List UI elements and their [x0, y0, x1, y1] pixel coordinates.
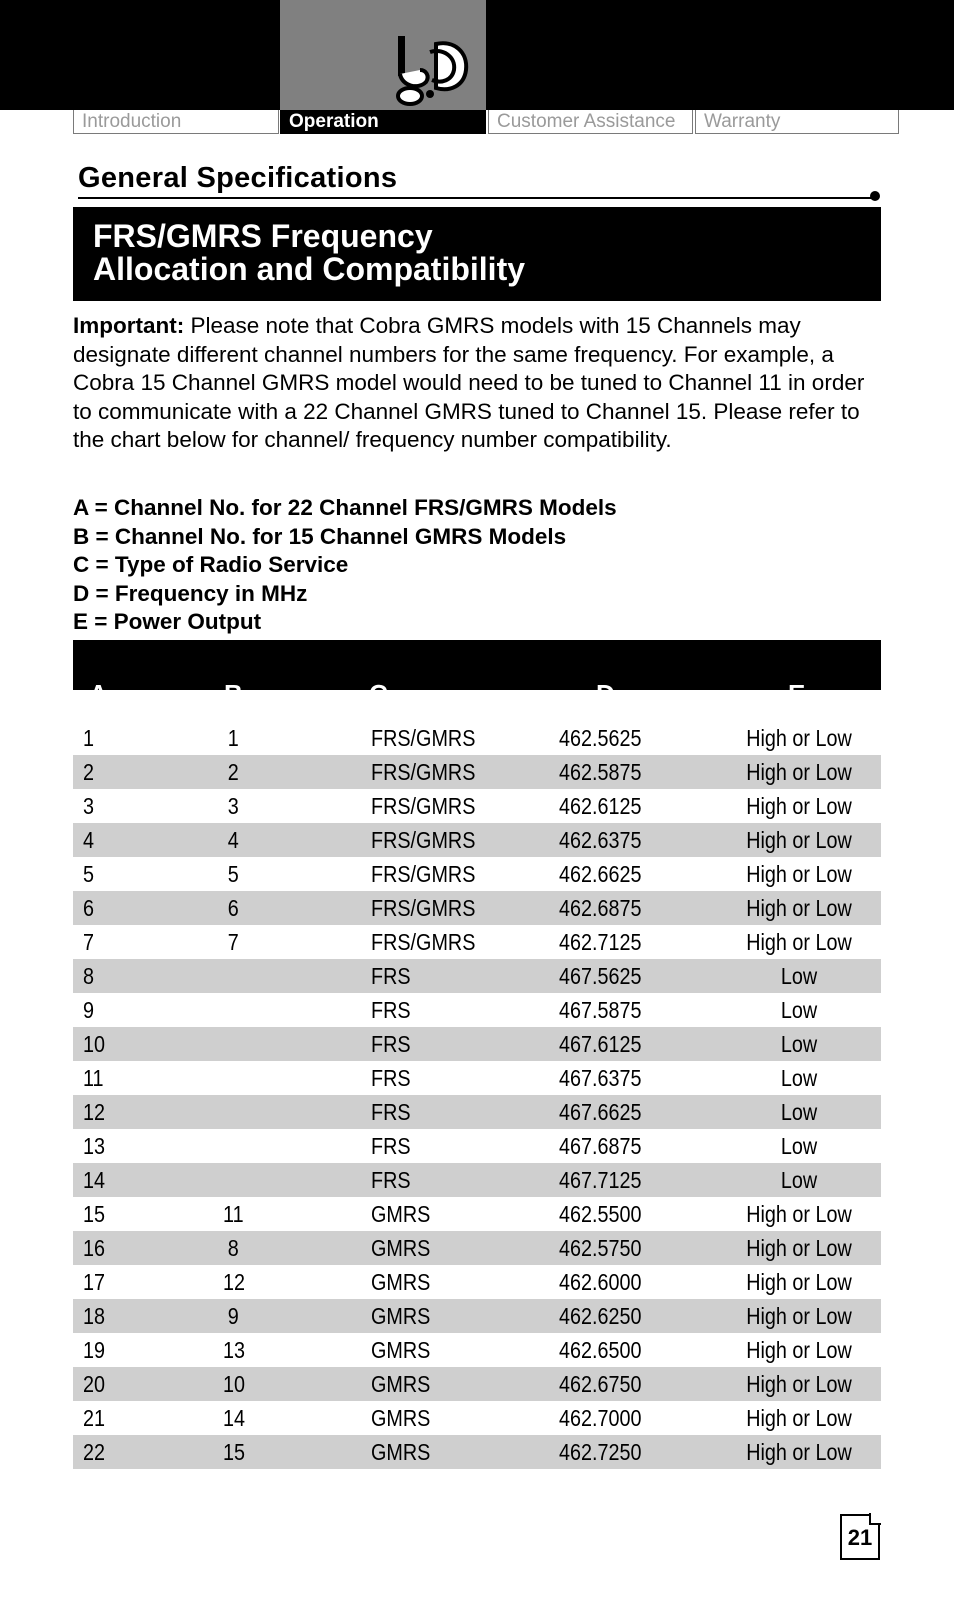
cell-c: GMRS — [371, 1269, 431, 1295]
important-note — [73, 312, 885, 455]
divider-dot — [870, 191, 880, 201]
cell-c: FRS/GMRS — [371, 929, 476, 955]
walkie-talkie-icon — [396, 30, 476, 116]
cell-e: Low — [780, 963, 818, 989]
legend-item: D = Frequency in MHz — [73, 580, 308, 606]
cell-a: 19 — [83, 1337, 106, 1363]
cell-d: 467.5625 — [559, 963, 642, 989]
cell-e: High or Low — [746, 1303, 852, 1329]
heading-line-2: Allocation and Compatibility — [93, 251, 526, 287]
cell-d: 462.6250 — [559, 1303, 642, 1329]
table-row — [73, 1231, 881, 1265]
header-c: C — [369, 679, 388, 709]
table-row — [73, 993, 881, 1027]
cell-a: 14 — [83, 1167, 106, 1193]
cell-b: 11 — [223, 1201, 244, 1227]
important-label: Important: — [73, 313, 185, 338]
cell-a: 10 — [83, 1031, 106, 1057]
page-heading — [73, 207, 881, 301]
cell-e: Low — [780, 1167, 818, 1193]
cell-e: High or Low — [746, 1235, 852, 1261]
page-number-corner — [869, 1513, 881, 1525]
table-row — [73, 959, 881, 993]
legend-item: E = Power Output — [73, 609, 262, 634]
cell-d: 462.6875 — [559, 895, 642, 921]
cell-b: 6 — [227, 895, 239, 921]
header-a: A — [89, 679, 108, 709]
cell-e: Low — [780, 997, 818, 1023]
table-row — [73, 1367, 881, 1401]
cell-c: FRS/GMRS — [371, 725, 476, 751]
table-row — [73, 1027, 881, 1061]
section-tabs — [73, 110, 899, 136]
cell-a: 20 — [83, 1371, 106, 1397]
table-row — [73, 1061, 881, 1095]
cell-a: 17 — [83, 1269, 106, 1295]
cell-a: 6 — [83, 895, 95, 921]
cell-b: 5 — [227, 861, 239, 887]
cell-d: 462.6500 — [559, 1337, 642, 1363]
cell-e: Low — [780, 1099, 818, 1125]
cell-c: GMRS — [371, 1201, 431, 1227]
cell-b: 10 — [223, 1371, 246, 1397]
column-legend — [73, 494, 885, 637]
cell-c: GMRS — [371, 1405, 431, 1431]
cell-d: 467.6375 — [559, 1065, 642, 1091]
cell-c: FRS — [371, 1133, 411, 1159]
cell-a: 12 — [83, 1099, 106, 1125]
cell-e: High or Low — [746, 827, 852, 853]
cell-a: 22 — [83, 1439, 106, 1465]
table-row — [73, 1095, 881, 1129]
cell-d: 462.6750 — [559, 1371, 642, 1397]
cell-d: 462.5750 — [559, 1235, 642, 1261]
cell-c: FRS/GMRS — [371, 759, 476, 785]
cell-c: FRS — [371, 1099, 411, 1125]
cell-e: High or Low — [746, 1337, 852, 1363]
cell-c: GMRS — [371, 1371, 431, 1397]
cell-b: 2 — [227, 759, 239, 785]
table-row — [73, 1197, 881, 1231]
cell-e: Low — [780, 1065, 818, 1091]
table-header — [73, 640, 881, 709]
cell-d: 462.5875 — [559, 759, 642, 785]
tab-warranty[interactable]: Warranty — [695, 110, 899, 134]
cell-a: 4 — [83, 827, 95, 853]
table-row — [73, 789, 881, 823]
cell-e: High or Low — [746, 1405, 852, 1431]
important-text: Please note that Cobra GMRS models with 15 Channels may designate different channel numbers for the same frequency. For example, a Cobra 15 Channel GMRS model would need to be tuned to Channel 11 in order to communicate with a 22 Channel GMRS tuned to Channel 15. Please refer to the chart below for channel/ frequency number compatibility. — [73, 313, 865, 452]
cell-d: 462.6125 — [559, 793, 642, 819]
cell-c: GMRS — [371, 1235, 431, 1261]
header-d: D — [596, 679, 615, 709]
cell-e: High or Low — [746, 725, 852, 751]
cell-b: 12 — [223, 1269, 246, 1295]
cell-c: FRS/GMRS — [371, 861, 476, 887]
cell-e: High or Low — [746, 861, 852, 887]
cell-e: High or Low — [746, 1201, 852, 1227]
cell-c: FRS/GMRS — [371, 793, 476, 819]
cell-c: GMRS — [371, 1337, 431, 1363]
tab-introduction[interactable]: Introduction — [73, 110, 279, 134]
table-row — [73, 891, 881, 925]
cell-c: GMRS — [371, 1303, 431, 1329]
table-row — [73, 1401, 881, 1435]
cell-a: 2 — [83, 759, 95, 785]
table-row — [73, 1299, 881, 1333]
cell-d: 462.7000 — [559, 1405, 642, 1431]
cell-b: 15 — [223, 1439, 246, 1465]
cell-d: 467.6875 — [559, 1133, 642, 1159]
cell-e: High or Low — [746, 895, 852, 921]
cell-d: 467.7125 — [559, 1167, 642, 1193]
table-row — [73, 1129, 881, 1163]
cell-e: High or Low — [746, 929, 852, 955]
cell-e: Low — [780, 1031, 818, 1057]
cell-c: FRS/GMRS — [371, 895, 476, 921]
cell-d: 462.7250 — [559, 1439, 642, 1465]
cell-b: 3 — [227, 793, 239, 819]
section-divider — [78, 197, 875, 199]
cell-d: 462.6625 — [559, 861, 642, 887]
header-e: E — [788, 679, 806, 709]
cell-b: 9 — [227, 1303, 239, 1329]
cell-d: 462.5500 — [559, 1201, 642, 1227]
cell-a: 7 — [83, 929, 95, 955]
table-row — [73, 1163, 881, 1197]
cell-b: 8 — [227, 1235, 239, 1261]
header-b: B — [224, 679, 243, 709]
cell-a: 16 — [83, 1235, 106, 1261]
cell-a: 1 — [83, 725, 95, 751]
page-number: 21 — [840, 1514, 880, 1560]
frequency-table — [73, 721, 881, 1469]
table-row — [73, 1333, 881, 1367]
table-row — [73, 925, 881, 959]
cell-d: 462.6000 — [559, 1269, 642, 1295]
cell-b: 4 — [227, 827, 239, 853]
cell-b: 7 — [227, 929, 239, 955]
cell-c: GMRS — [371, 1439, 431, 1465]
cell-e: High or Low — [746, 1371, 852, 1397]
table-row — [73, 823, 881, 857]
cell-a: 3 — [83, 793, 95, 819]
cell-b: 1 — [227, 725, 239, 751]
cell-c: FRS — [371, 1167, 411, 1193]
table-row — [73, 721, 881, 755]
cell-d: 462.5625 — [559, 725, 642, 751]
table-row — [73, 1265, 881, 1299]
cell-d: 467.5875 — [559, 997, 642, 1023]
cell-a: 18 — [83, 1303, 106, 1329]
cell-e: High or Low — [746, 1439, 852, 1465]
cell-b: 14 — [223, 1405, 246, 1431]
cell-c: FRS — [371, 963, 411, 989]
cell-a: 5 — [83, 861, 95, 887]
cell-a: 15 — [83, 1201, 106, 1227]
legend-item: C = Type of Radio Service — [73, 552, 349, 577]
cell-a: 9 — [83, 997, 95, 1023]
cell-b: 13 — [223, 1337, 246, 1363]
cell-a: 21 — [83, 1405, 106, 1431]
cell-c: FRS — [371, 997, 411, 1023]
legend-item: A = Channel No. for 22 Channel FRS/GMRS Models — [73, 495, 617, 520]
cell-e: High or Low — [746, 793, 852, 819]
cell-c: FRS — [371, 1065, 411, 1091]
heading-line-1: FRS/GMRS Frequency — [93, 218, 433, 254]
cell-e: High or Low — [746, 1269, 852, 1295]
cell-e: High or Low — [746, 759, 852, 785]
tab-customer-assistance[interactable]: Customer Assistance — [488, 110, 693, 134]
cell-c: FRS/GMRS — [371, 827, 476, 853]
cell-c: FRS — [371, 1031, 411, 1057]
tab-operation[interactable]: Operation — [280, 110, 486, 134]
legend-item: B = Channel No. for 15 Channel GMRS Models — [73, 523, 567, 549]
cell-d: 467.6625 — [559, 1099, 642, 1125]
cell-d: 462.7125 — [559, 929, 642, 955]
table-row — [73, 857, 881, 891]
cell-e: Low — [780, 1133, 818, 1159]
cell-d: 462.6375 — [559, 827, 642, 853]
section-title: General Specifications — [78, 162, 398, 194]
cell-d: 467.6125 — [559, 1031, 642, 1057]
cell-a: 13 — [83, 1133, 106, 1159]
cell-a: 8 — [83, 963, 95, 989]
table-row — [73, 755, 881, 789]
cell-a: 11 — [83, 1065, 104, 1091]
table-row — [73, 1435, 881, 1469]
